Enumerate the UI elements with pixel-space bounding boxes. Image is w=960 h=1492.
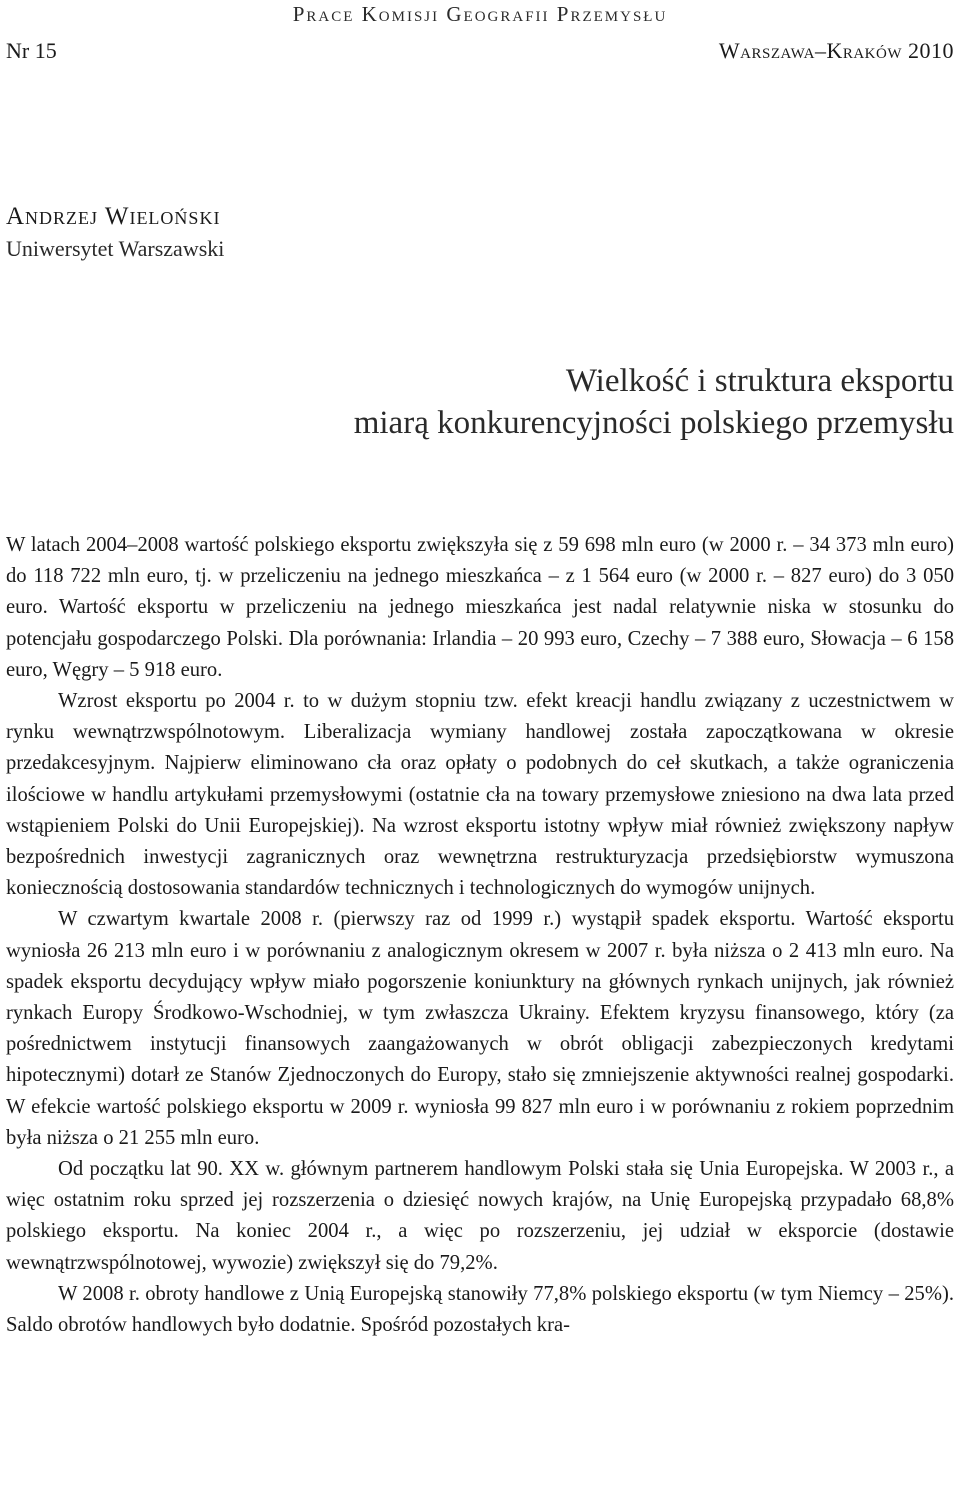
paragraph-2: Wzrost eksportu po 2004 r. to w dużym stopniu tzw. efekt kreacji handlu związany z uczestnictwem w rynku wewnątrzwspólnotowym. Liberalizacja wymiany handlowej została zapoczątkowana w okresie przedakcesyjnym. Najpierw eliminowano cła oraz opłaty o podobnych do ceł skutkach, a także ograniczenia ilościowe w handlu artykułami przemysłowymi (ostatnie cła na towary przemysłowe zniesiono na dwa lata przed wstąpieniem Polski do Unii Europejskiej). Na wzrost eksportu istotny wpływ miał również zwiększony napływ bezpośrednich inwestycji zagranicznych oraz wewnętrzna restrukturyzacja przedsiębiorstw wymuszona koniecznością dostosowania standardów technicznych i technologicznych do wymogów unijnych. — [6, 690, 954, 900]
article-title — [54, 360, 954, 444]
paragraph-1: W latach 2004–2008 wartość polskiego eksportu zwiększyła się z 59 698 mln euro (w 2000 r. – 34 373 mln euro) do 118 722 mln euro, tj. w przeliczeniu na jednego mieszkańca – z 1 564 euro (w 2000 r. – 827 euro) do 3 050 euro. Wartość eksportu w przeliczeniu na jednego mieszkańca jest nadal relatywnie niska w stosunku do potencjału gospodarczego Polski. Dla porównania: Irlandia – 20 993 euro, Czechy – 7 388 euro, Słowacja – 6 158 euro, Węgry – 5 918 euro. — [6, 534, 954, 681]
journal-title: Prace Komisji Geografii Przemysłu — [292, 2, 668, 26]
article-title-line-1: Wielkość i struktura eksportu — [565, 363, 954, 399]
paragraph-3: W czwartym kwartale 2008 r. (pierwszy raz od 1999 r.) wystąpił spadek eksportu. Wartość eksportu wyniosła 26 213 mln euro i w porównaniu z analogicznym okresem w 2007 r. była niższa o 2 413 mln euro. Na spadek eksportu decydujący wpływ miało pogorszenie koniunktury na głównych rynkach unijnych, jak również rynkach Europy Środkowo-Wschodniej, w tym zwłaszcza Ukrainy. Efektem kryzysu finansowego, który (za pośrednictwem instytucji finansowych zaangażowanych w obrót obligacji zabezpieczonych kredytami hipotecznymi) dotarł ze Stanów Zjednoczonych do Europy, stało się zmniejszenie aktywności realnej gospodarki. W efekcie wartość polskiego eksportu w 2009 r. wyniosła 99 827 mln euro i w porównaniu z rokiem poprzednim była niższa o 21 255 mln euro. — [6, 908, 954, 1149]
issue-number: Nr 15 — [6, 38, 57, 63]
article-body — [6, 530, 954, 1341]
place-year: Warszawa–Kraków 2010 — [718, 38, 954, 63]
article-title-line-2: miarą konkurencyjności polskiego przemysłu — [353, 405, 954, 441]
author-name: Andrzej Wieloński — [6, 203, 221, 230]
author-affiliation: Uniwersytet Warszawski — [6, 236, 225, 261]
paragraph-5: W 2008 r. obroty handlowe z Unią Europejską stanowiły 77,8% polskiego eksportu (w tym Niemcy – 25%). Saldo obrotów handlowych było dodatnie. Spośród pozostałych kra- — [6, 1282, 954, 1337]
paragraph-4: Od początku lat 90. XX w. głównym partnerem handlowym Polski stała się Unia Europejska. W 2003 r., a więc ostatnim roku sprzed jej rozszerzenia o dziesięć nowych krajów, na Unię Europejską przypadało 68,8% polskiego eksportu. Na koniec 2004 r., a więc po rozszerzeniu, jej udział w eksporcie (dostawie wewnątrzwspólnotowej, wywozie) zwiększył się do 79,2%. — [6, 1158, 954, 1274]
